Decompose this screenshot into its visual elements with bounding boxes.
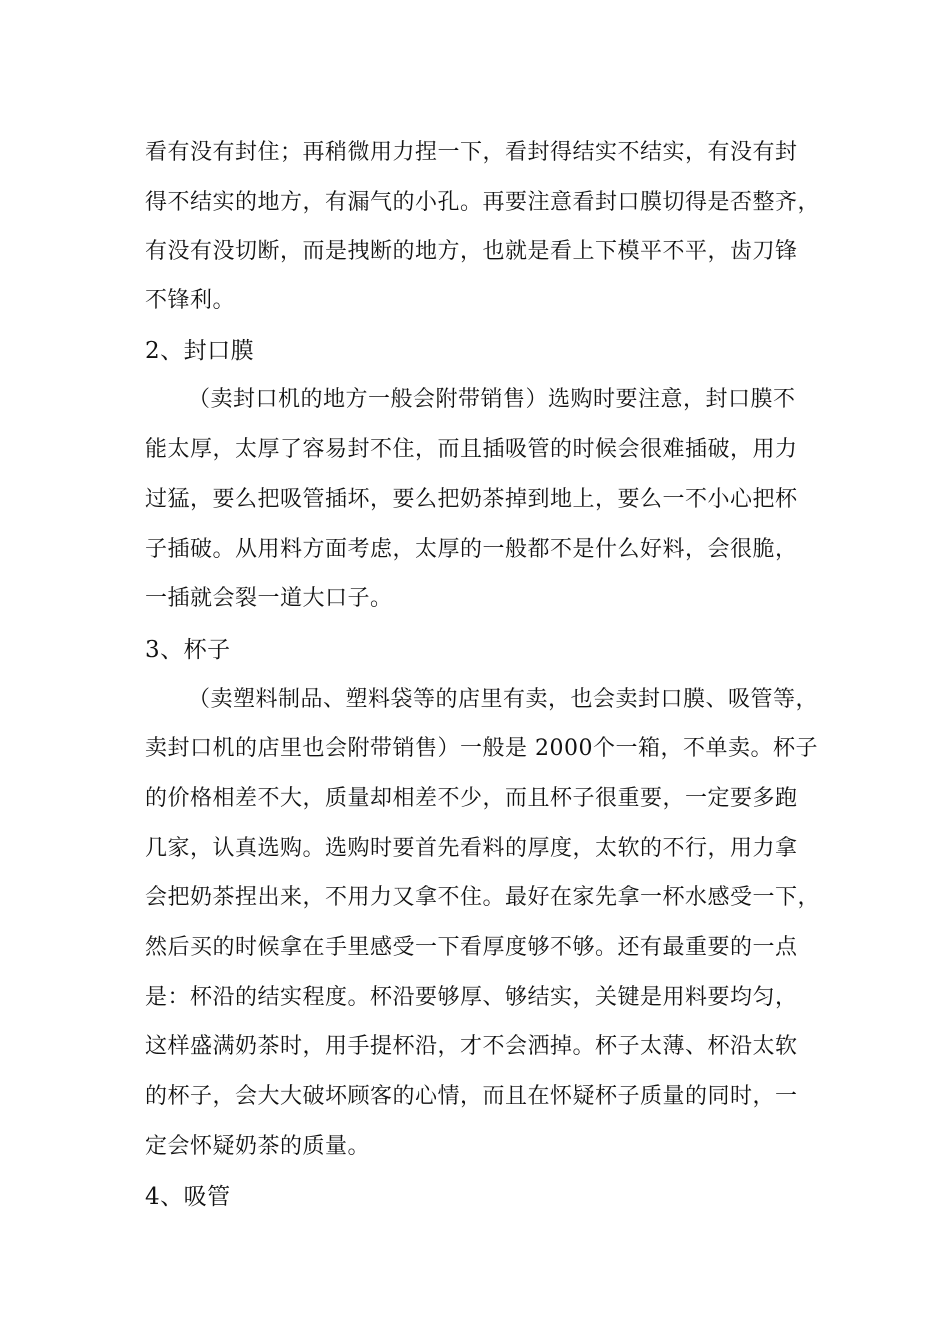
text-line: 一插就会裂一道大口子。 — [145, 586, 393, 611]
text-line: （卖封口机的地方一般会附带销售）选购时要注意，封口膜不 — [188, 387, 796, 412]
text-line: 是：杯沿的结实程度。杯沿要够厚、够结实，关键是用料要均匀， — [145, 985, 798, 1010]
text-line: 看有没有封住；再稍微用力捏一下，看封得结实不结实，有没有封 — [145, 140, 798, 165]
text-line: 的杯子，会大大破坏顾客的心情，而且在怀疑杯子质量的同时，一 — [145, 1084, 798, 1109]
text-line: 得不结实的地方，有漏气的小孔。再要注意看封口膜切得是否整齐， — [145, 190, 821, 215]
text-line: 然后买的时候拿在手里感受一下看厚度够不够。还有最重要的一点 — [145, 935, 798, 960]
text-line: 的价格相差不大，质量却相差不少，而且杯子很重要，一定要多跑 — [145, 786, 798, 811]
text-line: 过猛，要么把吸管插坏，要么把奶茶掉到地上，要么一不小心把杯 — [145, 487, 798, 512]
text-line: 能太厚，太厚了容易封不住，而且插吸管的时候会很难插破，用力 — [145, 437, 798, 462]
section-heading-straws: 4、吸管 — [145, 1184, 231, 1210]
text-line: 子插破。从用料方面考虑，太厚的一般都不是什么好料，会很脆， — [145, 537, 798, 562]
text-line: 不锋利。 — [145, 288, 236, 313]
text-line: 卖封口机的店里也会附带销售）一般是 2000个一箱，不单卖。杯子 — [145, 736, 818, 761]
text-line: （卖塑料制品、塑料袋等的店里有卖，也会卖封口膜、吸管等， — [188, 687, 819, 712]
text-line: 几家，认真选购。选购时要首先看料的厚度，太软的不行，用力拿 — [145, 836, 798, 861]
text-line: 会把奶茶捏出来，不用力又拿不住。最好在家先拿一杯水感受一下， — [145, 885, 821, 910]
section-heading-cups: 3、杯子 — [145, 637, 231, 663]
text-line: 定会怀疑奶茶的质量。 — [145, 1134, 371, 1159]
text-line: 这样盛满奶茶时，用手提杯沿，才不会洒掉。杯子太薄、杯沿太软 — [145, 1034, 798, 1059]
text-line: 有没有没切断，而是拽断的地方，也就是看上下模平不平，齿刀锋 — [145, 239, 798, 264]
section-heading-seal-film: 2、封口膜 — [145, 338, 255, 364]
